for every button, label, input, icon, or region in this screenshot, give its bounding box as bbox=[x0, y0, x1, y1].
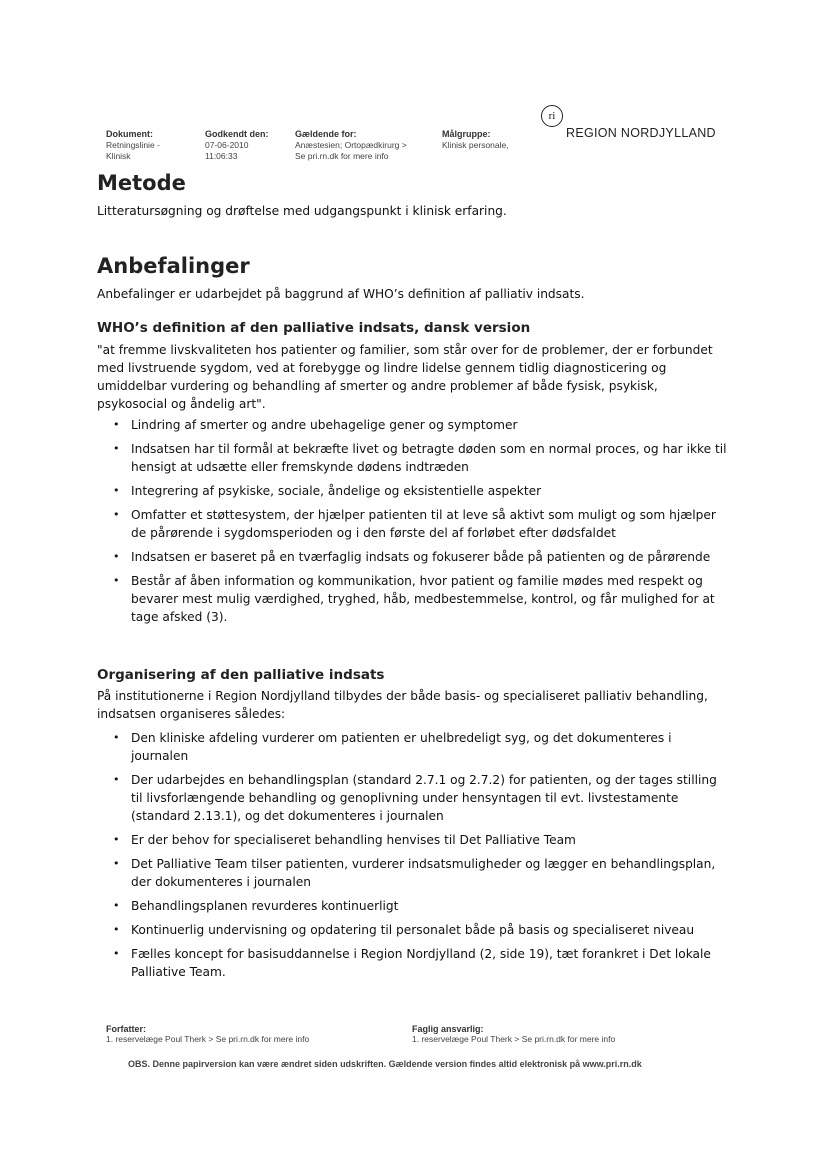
godkendt-value-1: 07-06-2010 bbox=[205, 140, 249, 150]
footer-faglig bbox=[412, 1024, 712, 1044]
list-item: • Fælles koncept for basisuddannelse i Region Nordjylland (2, side 19), tæt forankret i Det lokale Palliative Team. bbox=[97, 945, 727, 981]
list-item: • Integrering af psykiske, sociale, åndelige og eksistentielle aspekter bbox=[97, 482, 727, 500]
list-item: • Omfatter et støttesystem, der hjælper patienten til at leve så aktivt som muligt og som hjælper de pårørende i sygdomsperioden og i den første del af forløbet efter dødsfaldet bbox=[97, 506, 727, 542]
gaeldende-value-2: Se pri.rn.dk for mere info bbox=[295, 151, 389, 161]
who-quote: "at fremme livskvaliteten hos patienter og familier, som står over for de problemer, der er forbundet med livstruende sygdom, ved at forebygge og lindre lidelse gennem tidlig diagnosticering og umiddelbar vurdering og behandling af smerter og andre problemer af både fysisk, psykisk, psykosocial og åndelig art". bbox=[97, 343, 713, 411]
list-item: • Er der behov for specialiseret behandling henvises til Det Palliative Team bbox=[97, 831, 727, 849]
organisering-heading: Organisering af den palliative indsats bbox=[97, 667, 385, 683]
list-item: • Indsatsen er baseret på en tværfaglig indsats og fokuserer både på patienten og de pårørende bbox=[97, 548, 727, 566]
header-gaeldende bbox=[295, 129, 437, 162]
header-dokument bbox=[106, 129, 201, 162]
header-godkendt bbox=[205, 129, 290, 162]
organisering-text: På institutionerne i Region Nordjylland tilbydes der både basis- og specialiseret palliativ behandling, indsatsen organiseres således: bbox=[97, 689, 708, 721]
godkendt-label: Godkendt den: bbox=[205, 129, 269, 139]
list-item: • Der udarbejdes en behandlingsplan (standard 2.7.1 og 2.7.2) for patienten, og der tages stilling til livsforlængende behandling og genoplivning under hensyntagen til evt. livstestamente (standard 2.13.1), og det dokumenteres i journalen bbox=[97, 771, 727, 825]
header-maalgruppe bbox=[442, 129, 532, 151]
forfatter-value: 1. reservelæge Poul Therk > Se pri.rn.dk for mere info bbox=[106, 1034, 310, 1044]
list-item: • Den kliniske afdeling vurderer om patienten er uhelbredeligt syg, og det dokumenteres i journalen bbox=[97, 729, 727, 765]
gaeldende-value-1: Anæstesien; Ortopædkirurg > bbox=[295, 140, 407, 150]
anbefalinger-heading: Anbefalinger bbox=[97, 254, 250, 278]
dokument-value-1: Retningslinie - bbox=[106, 140, 160, 150]
obs-notice: OBS. Denne papirversion kan være ændret siden udskriften. Gældende version findes altid elektronisk på www.pri.rn.dk bbox=[128, 1059, 642, 1069]
metode-heading: Metode bbox=[97, 171, 186, 195]
list-item: • Består af åben information og kommunikation, hvor patient og familie mødes med respekt og bevarer mest mulig værdighed, tryghed, håb, medbestemmelse, kontrol, og får mulighed for at tage afsked (3). bbox=[97, 572, 727, 626]
who-bullet-list bbox=[97, 416, 727, 632]
forfatter-label: Forfatter: bbox=[106, 1024, 146, 1034]
who-heading: WHO’s definition af den palliative indsats, dansk version bbox=[97, 320, 531, 336]
anbefalinger-text: Anbefalinger er udarbejdet på baggrund af WHO’s definition af palliativ indsats. bbox=[97, 287, 585, 301]
gaeldende-label: Gældende for: bbox=[295, 129, 357, 139]
region-logo-text: REGION NORDJYLLAND bbox=[566, 126, 716, 140]
faglig-label: Faglig ansvarlig: bbox=[412, 1024, 484, 1034]
faglig-value: 1. reservelæge Poul Therk > Se pri.rn.dk for mere info bbox=[412, 1034, 616, 1044]
organisering-bullet-list bbox=[97, 729, 727, 987]
footer-forfatter bbox=[106, 1024, 396, 1044]
maalgruppe-value: Klinisk personale, bbox=[442, 140, 509, 150]
godkendt-value-2: 11:06:33 bbox=[205, 151, 238, 161]
list-item: • Kontinuerlig undervisning og opdatering til personalet både på basis og specialiseret niveau bbox=[97, 921, 727, 939]
list-item: • Det Palliative Team tilser patienten, vurderer indsatsmuligheder og lægger en behandlingsplan, der dokumenteres i journalen bbox=[97, 855, 727, 891]
list-item: • Behandlingsplanen revurderes kontinuerligt bbox=[97, 897, 727, 915]
region-logo-icon: ri bbox=[541, 105, 563, 127]
dokument-label: Dokument: bbox=[106, 129, 153, 139]
metode-text: Litteratursøgning og drøftelse med udgangspunkt i klinisk erfaring. bbox=[97, 204, 507, 218]
list-item: • Indsatsen har til formål at bekræfte livet og betragte døden som en normal proces, og har ikke til hensigt at udsætte eller fremskynde dødens indtræden bbox=[97, 440, 727, 476]
maalgruppe-label: Målgruppe: bbox=[442, 129, 491, 139]
dokument-value-2: Klinisk bbox=[106, 151, 131, 161]
list-item: • Lindring af smerter og andre ubehagelige gener og symptomer bbox=[97, 416, 727, 434]
